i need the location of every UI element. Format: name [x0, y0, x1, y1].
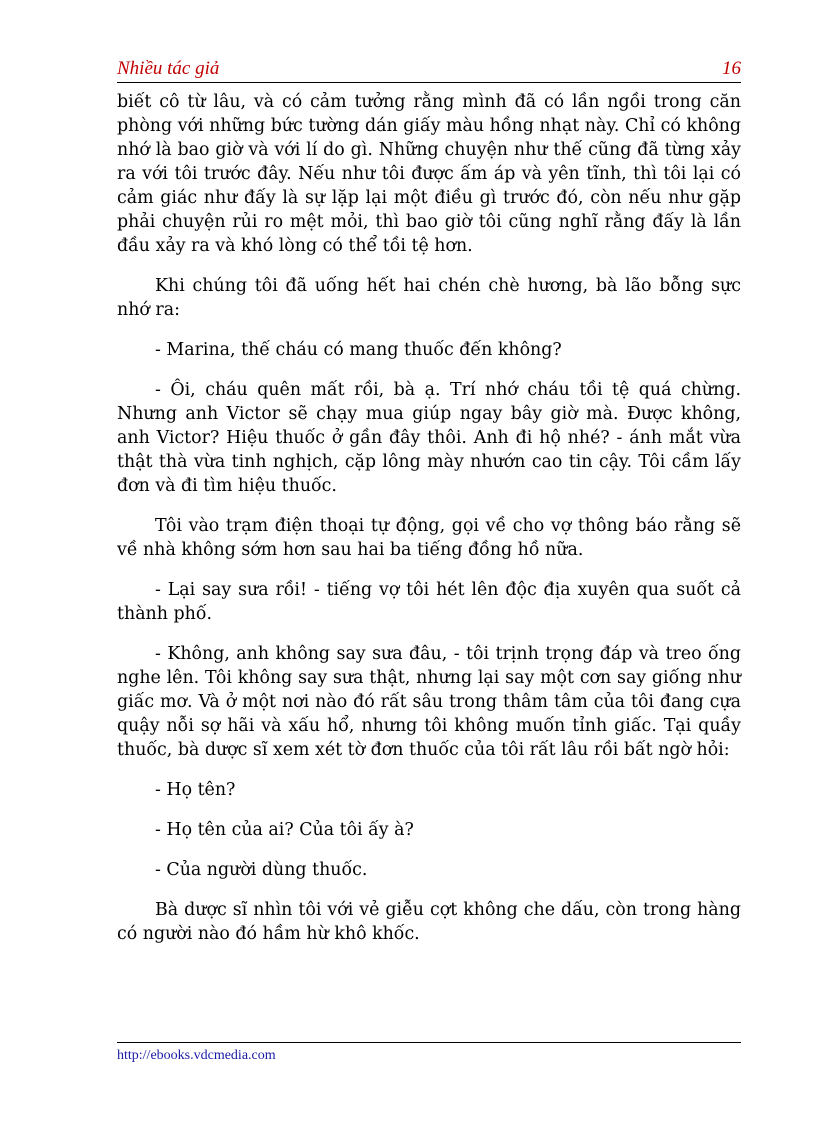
paragraph-6: - Lại say sưa rồi! - tiếng vợ tôi hét lên độc địa xuyên qua suốt cả thành phố. [117, 580, 741, 624]
paragraph-8: - Họ tên? [155, 780, 236, 800]
header-author: Nhiều tác giả [117, 58, 220, 79]
body-text [117, 90, 741, 962]
paragraph-11: Bà dược sĩ nhìn tôi với vẻ giễu cợt không che dấu, còn trong hàng có người nào đó hầm hừ khô khốc. [117, 900, 741, 944]
paragraph-5: Tôi vào trạm điện thoại tự động, gọi về cho vợ thông báo rằng sẽ về nhà không sớm hơn sau hai ba tiếng đồng hồ nữa. [117, 516, 741, 560]
paragraph-2: Khi chúng tôi đã uống hết hai chén chè hương, bà lão bỗng sực nhớ ra: [117, 276, 741, 320]
paragraph-3: - Marina, thế cháu có mang thuốc đến không? [155, 340, 562, 360]
paragraph-9: - Họ tên của ai? Của tôi ấy à? [155, 820, 414, 840]
paragraph-4: - Ôi, cháu quên mất rồi, bà ạ. Trí nhớ cháu tồi tệ quá chừng. Nhưng anh Victor sẽ chạy mua giúp ngay bây giờ mà. Được không, anh Victor? Hiệu thuốc ở gần đây thôi. Anh đi hộ nhé? - ánh mắt vừa thật thà vừa tinh nghịch, cặp lông mày nhướn cao tin cậy. Tôi cầm lấy đơn và đi tìm hiệu thuốc. [117, 380, 741, 496]
paragraph-10: - Của người dùng thuốc. [155, 860, 368, 880]
paragraph-7: - Không, anh không say sưa đâu, - tôi trịnh trọng đáp và treo ống nghe lên. Tôi không say sưa thật, nhưng lại say một cơn say giống như giấc mơ. Và ở một nơi nào đó rất sâu trong thâm tâm của tôi đang cựa quậy nỗi sợ hãi và xấu hổ, nhưng tôi không muốn tỉnh giấc. Tại quầy thuốc, bà dược sĩ xem xét tờ đơn thuốc của tôi rất lâu rồi bất ngờ hỏi: [117, 644, 741, 760]
page-header [117, 56, 741, 83]
paragraph-1: biết cô từ lâu, và có cảm tưởng rằng mình đã có lần ngồi trong căn phòng với những bức tường dán giấy màu hồng nhạt này. Chỉ có không nhớ là bao giờ và với lí do gì. Những chuyện như thế cũng đã từng xảy ra với tôi trước đây. Nếu như tôi được ấm áp và yên tĩnh, thì tôi lại có cảm giác như đấy là sự lặp lại một điều gì trước đó, còn nếu như gặp phải chuyện rủi ro mệt mỏi, thì bao giờ tôi cũng nghĩ rằng đấy là lần đầu xảy ra và khó lòng có thể tồi tệ hơn. [117, 92, 741, 256]
page-number: 16 [722, 58, 741, 79]
footer-link[interactable]: http://ebooks.vdcmedia.com [117, 1048, 276, 1063]
footer-divider [117, 1042, 741, 1043]
